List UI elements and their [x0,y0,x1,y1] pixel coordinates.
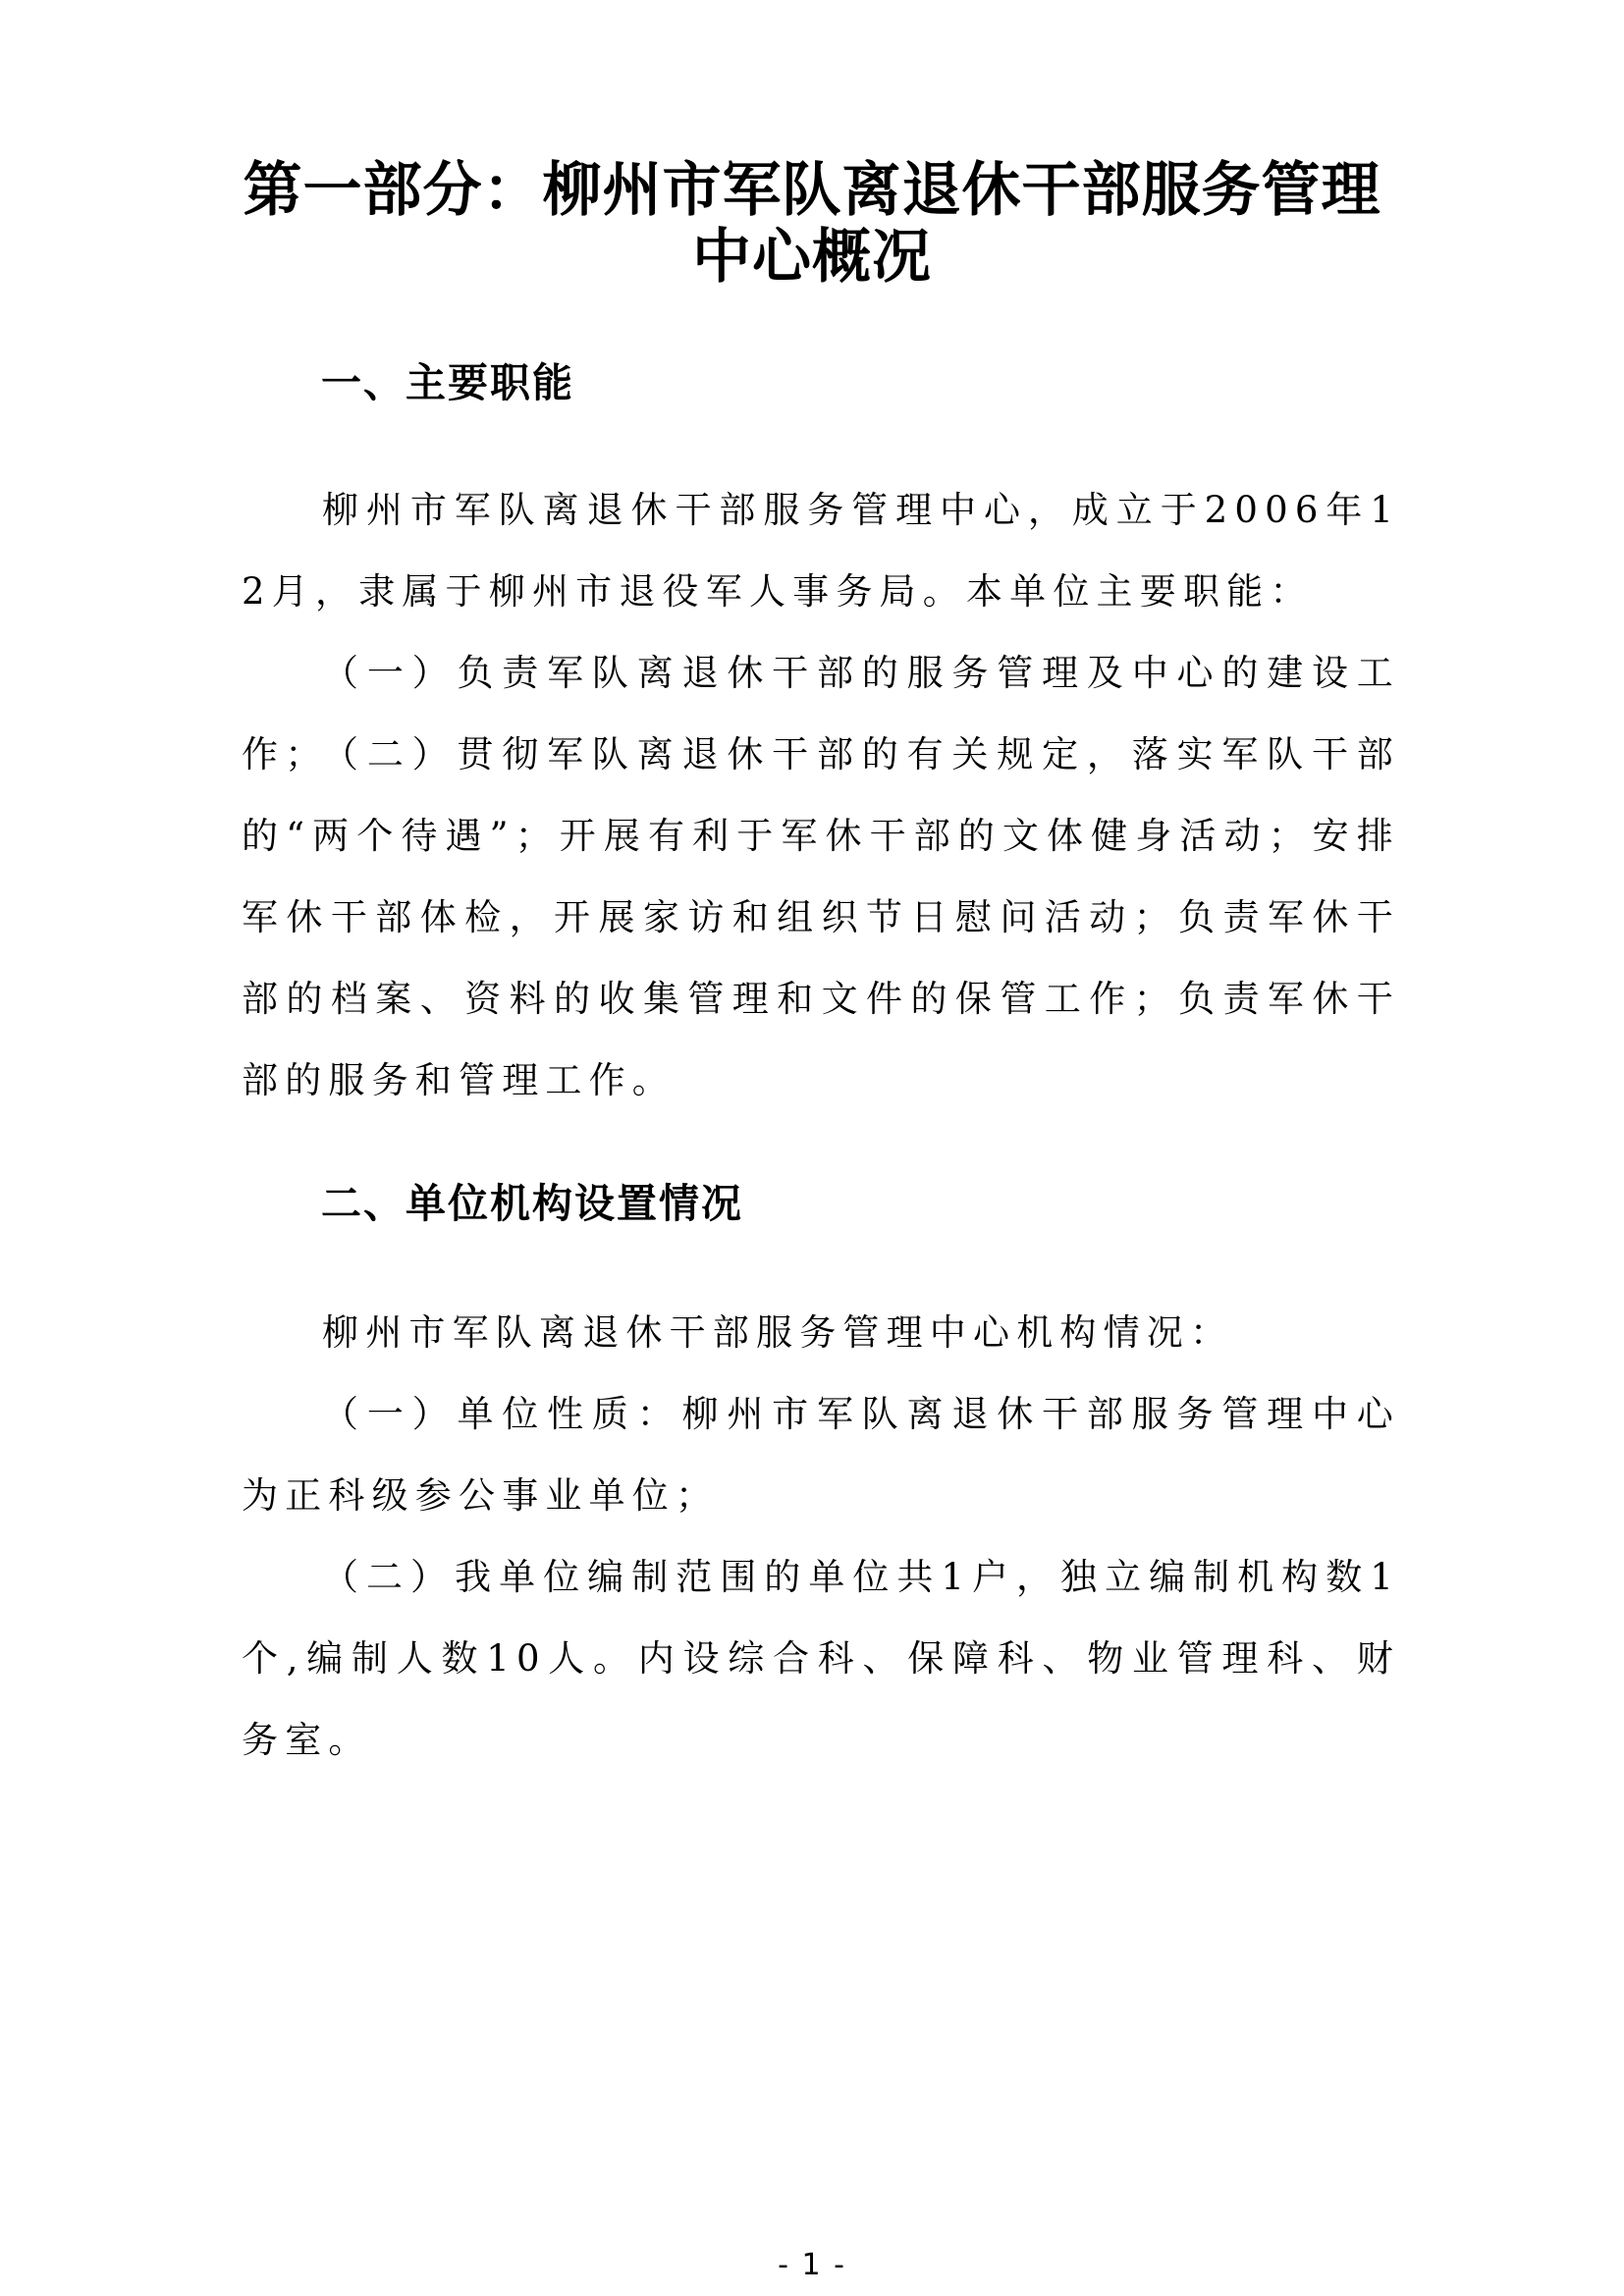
section-heading-organization: 二、单位机构设置情况 [321,1180,743,1227]
page-number: - 1 - [778,2248,846,2282]
paragraph-function-2: （二）贯彻军队离退休干部的有关规定，落实军队干部的“两个待遇”；开展有利于军休干部的文体健身活动；安排军休干部体检，开展家访和组织节日慰问活动；负责军休干部的档案、资料的收集管理和文件的保管工作；负责军休干部的服务和管理工作。 [242,733,1400,1101]
paragraph-establishment: 柳州市军队离退休干部服务管理中心，成立于2006年12月，隶属于柳州市退役军人事务局。本单位主要职能： [242,489,1400,613]
paragraph-unit-nature: （一）单位性质：柳州市军队离退休干部服务管理中心为正科级参公事业单位； [242,1393,1400,1517]
title-line-2: 中心概况 [692,223,932,292]
title-line-1: 第一部分：柳州市军队离退休干部服务管理 [243,156,1381,225]
paragraph-function-1: （一）负责军队离退休干部的服务管理及中心的建设工作； [242,652,1400,775]
paragraph-staffing: （二）我单位编制范围的单位共1户，独立编制机构数1个,编制人数10人。内设综合科、保障科、物业管理科、财务室。 [242,1556,1400,1761]
paragraph-organization-intro: 柳州市军队离退休干部服务管理中心机构情况： [322,1311,1234,1354]
page-title [157,157,1467,291]
section-heading-main-functions: 一、主要职能 [321,359,574,406]
